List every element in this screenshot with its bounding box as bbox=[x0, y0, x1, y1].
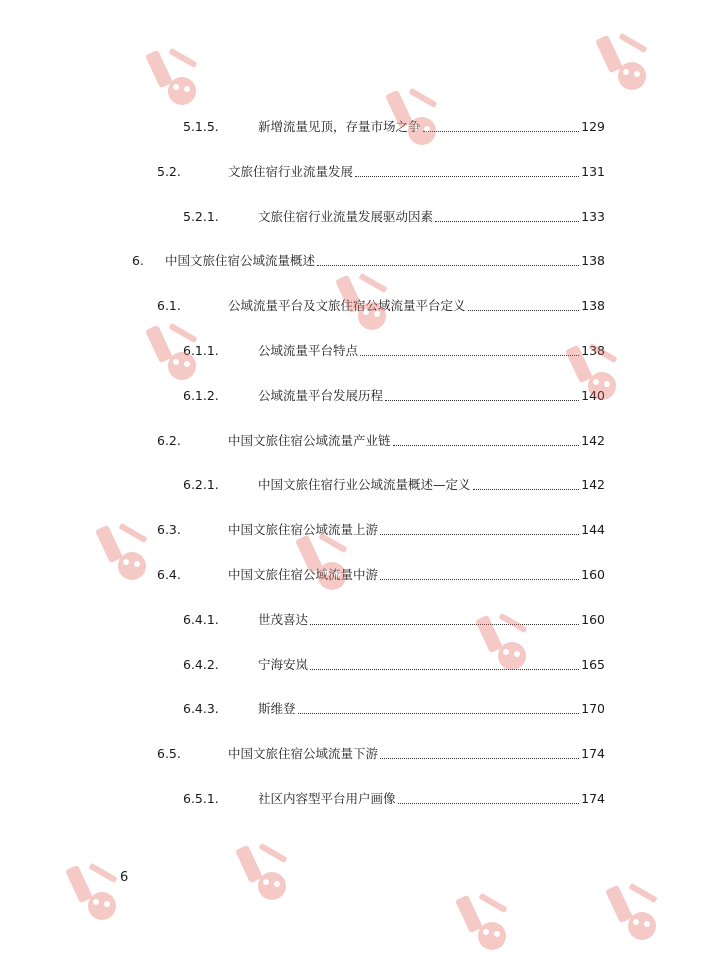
toc-dot-leader bbox=[355, 175, 579, 177]
toc-dot-leader bbox=[310, 668, 579, 670]
toc-entry-page: 138 bbox=[581, 298, 605, 314]
toc-entry-page: 133 bbox=[581, 208, 605, 224]
toc-dot-leader bbox=[423, 130, 580, 132]
toc-entry[interactable] bbox=[183, 204, 605, 226]
watermark-stamp-icon bbox=[450, 890, 520, 960]
toc-entry-page: 174 bbox=[581, 791, 605, 806]
toc-entry-title: 公域流量平台及文旅住宿公域流量平台定义 bbox=[228, 298, 466, 314]
toc-entry-number: 6.5. bbox=[157, 746, 181, 762]
toc-dot-leader bbox=[435, 220, 579, 222]
toc-entry-title: 世茂喜达 bbox=[258, 611, 309, 627]
toc-entry[interactable] bbox=[157, 741, 605, 763]
toc-entry-number: 6.1.1. bbox=[183, 343, 219, 358]
toc-entry-number: 6.2.1. bbox=[183, 477, 219, 493]
toc-dot-leader bbox=[385, 399, 579, 401]
toc-entry-page: 170 bbox=[581, 701, 605, 717]
toc-entry-title: 中国文旅住宿行业公域流量概述—定义 bbox=[258, 477, 471, 493]
toc-entry-page: 129 bbox=[581, 119, 605, 134]
toc-entry-page: 138 bbox=[581, 253, 605, 269]
toc-entry-number: 6.5.1. bbox=[183, 791, 219, 806]
toc-entry-title: 斯维登 bbox=[258, 701, 296, 717]
toc-dot-leader bbox=[393, 444, 580, 446]
toc-dot-leader bbox=[298, 712, 580, 714]
toc-entry-number: 5.1.5. bbox=[183, 119, 219, 134]
toc-entry-title: 中国文旅住宿公域流量上游 bbox=[228, 522, 379, 538]
toc-entry-number: 6.4. bbox=[157, 567, 181, 582]
toc-entry-title: 中国文旅住宿公域流量下游 bbox=[228, 746, 379, 762]
toc-entry[interactable] bbox=[132, 248, 605, 270]
toc-entry[interactable] bbox=[183, 338, 605, 360]
toc-entry-number: 5.2. bbox=[157, 163, 181, 179]
toc-entry-title: 中国文旅住宿公域流量中游 bbox=[228, 567, 379, 582]
watermark-stamp-icon bbox=[90, 520, 160, 590]
toc-entry[interactable] bbox=[157, 562, 605, 584]
toc-entry-number: 6. bbox=[132, 253, 144, 269]
toc-entry-number: 6.2. bbox=[157, 432, 181, 448]
toc-entry-title: 中国文旅住宿公域流量产业链 bbox=[228, 432, 391, 448]
toc-entry-title: 公域流量平台特点 bbox=[258, 343, 359, 358]
toc-dot-leader bbox=[380, 578, 579, 580]
watermark-stamp-icon bbox=[600, 880, 670, 950]
toc-entry-number: 6.3. bbox=[157, 522, 181, 538]
watermark-stamp-icon bbox=[230, 840, 300, 910]
toc-entry-page: 142 bbox=[581, 432, 605, 448]
toc-entry-number: 6.1. bbox=[157, 298, 181, 314]
toc-entry-page: 165 bbox=[581, 656, 605, 672]
toc-entry[interactable] bbox=[157, 293, 605, 315]
watermark-stamp-icon bbox=[140, 45, 210, 115]
toc-entry-number: 6.1.2. bbox=[183, 387, 219, 403]
toc-dot-leader bbox=[380, 533, 579, 535]
toc-entry[interactable] bbox=[157, 159, 605, 181]
toc-dot-leader bbox=[473, 488, 580, 490]
toc-entry-number: 6.4.2. bbox=[183, 656, 219, 672]
toc-entry-title: 中国文旅住宿公域流量概述 bbox=[165, 253, 316, 269]
toc-entry-number: 5.2.1. bbox=[183, 208, 219, 224]
toc-entry[interactable] bbox=[183, 607, 605, 629]
toc-entry[interactable] bbox=[157, 428, 605, 450]
toc-entry[interactable] bbox=[183, 114, 605, 136]
toc-entry-page: 138 bbox=[581, 343, 605, 358]
toc-entry[interactable] bbox=[183, 472, 605, 494]
toc-entry[interactable] bbox=[183, 696, 605, 718]
toc-dot-leader bbox=[310, 623, 579, 625]
toc-entry-number: 6.4.3. bbox=[183, 701, 219, 717]
toc-entry-page: 160 bbox=[581, 567, 605, 582]
toc-entry[interactable] bbox=[183, 786, 605, 808]
toc-entry-title: 文旅住宿行业流量发展 bbox=[228, 163, 354, 179]
toc-dot-leader bbox=[360, 354, 579, 356]
toc-dot-leader bbox=[380, 757, 579, 759]
toc-entry[interactable] bbox=[157, 517, 605, 539]
toc-entry-page: 160 bbox=[581, 611, 605, 627]
toc-entry-title: 新增流量见顶，存量市场之争 bbox=[258, 119, 421, 134]
toc-entry[interactable] bbox=[183, 652, 605, 674]
toc-entry-title: 社区内容型平台用户画像 bbox=[258, 791, 396, 806]
toc-entry-page: 131 bbox=[581, 163, 605, 179]
toc-dot-leader bbox=[398, 802, 580, 804]
toc-entry-title: 公域流量平台发展历程 bbox=[258, 387, 384, 403]
toc-entry-title: 文旅住宿行业流量发展驱动因素 bbox=[258, 208, 434, 224]
toc-entry-title: 宁海安岚 bbox=[258, 656, 309, 672]
toc-entry-page: 142 bbox=[581, 477, 605, 493]
toc-entry[interactable] bbox=[183, 383, 605, 405]
toc-entry-page: 144 bbox=[581, 522, 605, 538]
toc-entry-number: 6.4.1. bbox=[183, 611, 219, 627]
toc-dot-leader bbox=[317, 264, 579, 266]
watermark-stamp-icon bbox=[590, 30, 660, 100]
page-number: 6 bbox=[120, 870, 129, 885]
toc-entry-page: 174 bbox=[581, 746, 605, 762]
toc-entry-page: 140 bbox=[581, 387, 605, 403]
toc-dot-leader bbox=[468, 309, 580, 311]
